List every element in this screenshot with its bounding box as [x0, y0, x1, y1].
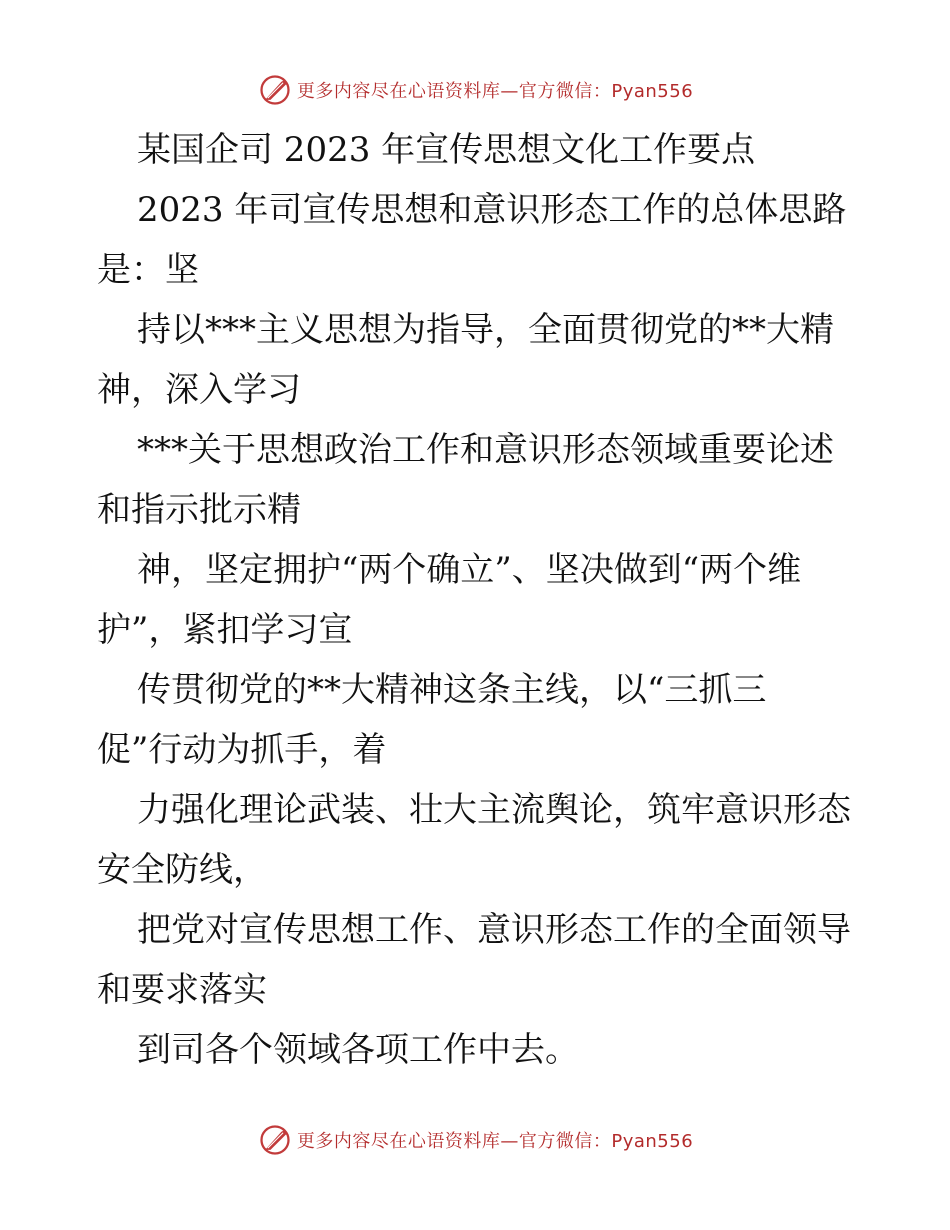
paragraph-line: 持以***主义思想为指导，全面贯彻党的**大精	[137, 310, 834, 350]
paragraph-line: 力强化理论武装、壮大主流舆论，筑牢意识形态	[137, 790, 851, 830]
paragraph-line: 护”，紧扣学习宣	[97, 610, 353, 650]
quill-logo-icon	[257, 1122, 293, 1158]
paragraph-line: 是：坚	[97, 250, 199, 290]
paragraph-line: 到司各个领域各项工作中去。	[137, 1030, 579, 1070]
paragraph-line: 2023 年司宣传思想和意识形态工作的总体思路	[137, 190, 847, 230]
document-title: 某国企司 2023 年宣传思想文化工作要点	[137, 130, 756, 170]
paragraph-line: 促”行动为抓手，着	[97, 730, 387, 770]
paragraph-line: 传贯彻党的**大精神这条主线，以“三抓三	[137, 670, 767, 710]
paragraph-line: 神，坚定拥护“两个确立”、坚决做到“两个维	[137, 550, 802, 590]
watermark-text: 更多内容尽在心语资料库—官方微信：Pyan556	[296, 81, 694, 102]
paragraph-line: 神，深入学习	[97, 370, 301, 410]
paragraph-line: ***关于思想政治工作和意识形态领域重要论述	[137, 430, 834, 470]
paragraph-line: 和指示批示精	[97, 490, 301, 530]
paragraph-line: 安全防线，	[97, 850, 267, 890]
watermark-text: 更多内容尽在心语资料库—官方微信：Pyan556	[296, 1131, 694, 1152]
document-body	[97, 120, 857, 1080]
watermark-banner-top	[0, 70, 950, 110]
watermark-banner-bottom	[0, 1120, 950, 1160]
quill-logo-icon	[257, 72, 293, 108]
paragraph-line: 把党对宣传思想工作、意识形态工作的全面领导	[137, 910, 851, 950]
paragraph-line: 和要求落实	[97, 970, 267, 1010]
